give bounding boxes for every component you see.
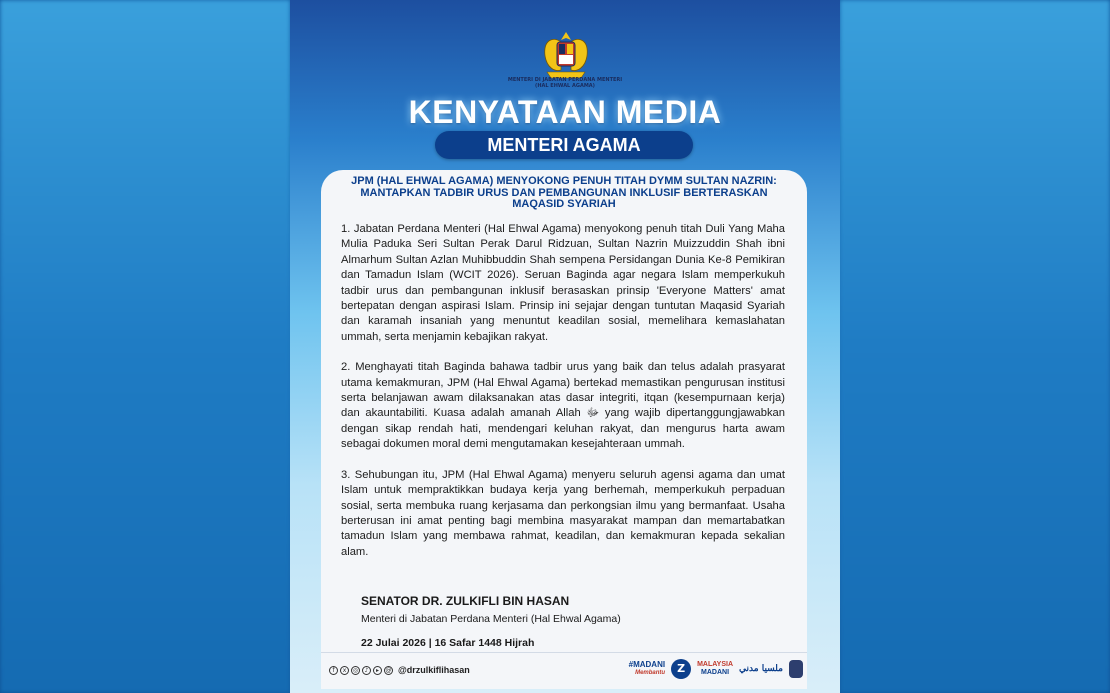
page-title: KENYATAAN MEDIA <box>408 94 722 130</box>
youtube-icon[interactable]: ▸ <box>373 666 382 675</box>
statement-card <box>321 170 807 652</box>
crest-caption <box>490 77 640 89</box>
madani-logo-text: #MADANI <box>628 660 666 669</box>
z-logo-icon: Z <box>671 659 691 679</box>
paragraph-3: 3. Sehubungan itu, JPM (Hal Ehwal Agama) menyeru seluruh agensi agama dan umat Islam untuk mempraktikkan budaya kerja yang berhemah, memperkukuh perpaduan sosial, serta membuka ruang kerjasama dan perkongsian ilmu yang bermanfaat. Usaha berterusan ini amat penting bagi membina masyarakat mampan dan memartabatkan tamadun Islam yang membawa rahmat, keadilan, dan kemakmuran kepada sekalian alam. <box>341 468 785 558</box>
facebook-icon[interactable]: f <box>329 666 338 675</box>
paragraph-2: 2. Menghayati titah Baginda bahawa tadbir urus yang baik dan telus adalah prasyarat utama kemakmuran, JPM (Hal Ehwal Agama) bertekad memastikan pengurusan institusi serta belanjawan awam dilaksanakan atas dasar integriti, itqan (kesempurnaan kerja) dan akauntabiliti. Kuasa adalah amanah Allah ﷻ yang wajib dipertanggungjawabkan dengan sikap rendah hati, mendengari keluhan rakyat, dan mengurus harta awam sebagai dokumen moral demi mengutamakan kesejahteraan ummah. <box>341 361 785 451</box>
partner-logos <box>629 659 803 679</box>
crest-caption-line2: (HAL EHWAL AGAMA) <box>535 83 595 89</box>
x-icon[interactable]: x <box>340 666 349 675</box>
arabic-madani-logo: ملسيا مدني <box>739 664 783 674</box>
tiktok-icon[interactable]: ♪ <box>362 666 371 675</box>
statement-date: 22 Julai 2026 | 16 Safar 1448 Hijrah <box>361 637 535 649</box>
threads-icon[interactable]: @ <box>385 666 392 674</box>
paragraph-1: 1. Jabatan Perdana Menteri (Hal Ehwal Agama) menyokong penuh titah Duli Yang Maha Mulia Paduka Seri Sultan Perak Darul Ridzuan, Sultan Nazrin Muizzuddin Shah ibni Almarhum Sultan Azlan Muhibbuddin Shah sempena Persidangan Dunia Ke-8 Pemikiran dan Tamadun Islam (WCIT 2026). Seruan Baginda agar negara Islam memperkukuh tadbir urus dan pembangunan inklusif berasaskan prinsip 'Everyone Matters' amat bertepatan dengan aspirasi Islam. Prinsip ini sejajar dengan tuntutan Maqasid Syariah dan karamah insaniah yang menuntut keadilan sosial, memelihara kemaslahatan ummah, serta menjamin kebajikan rakyat. <box>341 223 785 343</box>
left-background-panel <box>0 0 290 693</box>
signatory-role: Menteri di Jabatan Perdana Menteri (Hal Ehwal Agama) <box>361 613 621 625</box>
madani-logo-text-2: MADANI <box>701 669 730 676</box>
statement-title: JPM (HAL EHWAL AGAMA) MENYOKONG PENUH TITAH DYMM SULTAN NAZRIN: MANTAPKAN TADBIR URUS DAN PEMBANGUNAN INKLUSIF BERTERASKAN MAQASID SYARIAH <box>351 175 777 210</box>
social-handle[interactable]: @drzulkiflihasan <box>398 665 470 675</box>
signatory-name: SENATOR DR. ZULKIFLI BIN HASAN <box>361 594 570 608</box>
footer-bar <box>321 652 807 689</box>
right-background-panel <box>840 0 1110 693</box>
instagram-icon[interactable]: ◎ <box>352 666 359 674</box>
social-links <box>329 665 470 675</box>
seal-logo-icon <box>789 660 803 678</box>
madani-logo-sub: Membantu <box>635 670 666 676</box>
madani-membantu-logo <box>629 661 665 677</box>
malaysia-madani-logo <box>697 661 733 677</box>
media-statement-poster <box>290 0 840 693</box>
page-subtitle-badge: MENTERI AGAMA <box>435 131 693 159</box>
malaysia-logo-text: MALAYSIA <box>697 661 734 668</box>
statement-body <box>341 222 785 575</box>
crest-caption-line1: MENTERI DI JABATAN PERDANA MENTERI <box>507 77 623 83</box>
